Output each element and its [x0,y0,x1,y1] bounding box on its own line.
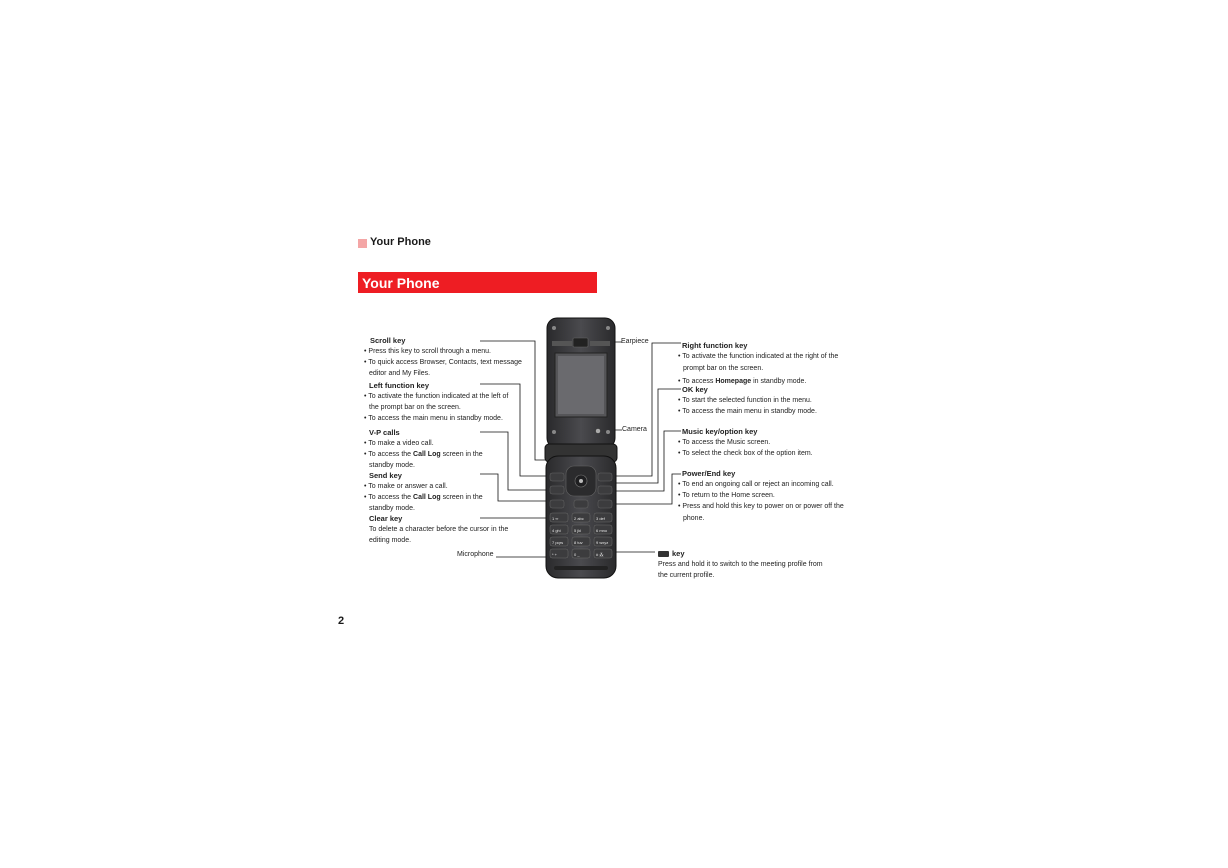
keypad-1: 1 ∞ [552,516,559,521]
keypad-8: 8 tuv [574,540,583,545]
vp-calls-bullet-2: • To access the Call Log screen in the [364,451,483,458]
keypad-4: 4 ghi [552,528,561,533]
keypad-star: * + [552,552,558,557]
left-function-key-bullet-1-cont: the prompt bar on the screen. [369,404,461,411]
vp-calls-title: V-P calls [369,428,400,437]
keypad-6: 6 mno [596,528,608,533]
page-number: 2 [338,615,345,627]
vp-calls-bullet-1: • To make a video call. [364,440,434,447]
power-end-key-section [678,468,844,524]
power-end-key-bullet-2: • To return to the Home screen. [678,492,775,499]
banner-title: Your Phone [362,275,440,291]
ok-key-section [678,384,817,417]
scroll-key-bullet-1: • Press this key to scroll through a menu. [364,348,491,355]
meeting-key-icon [658,551,669,557]
send-key-bullet-2-cont: standby mode. [369,505,415,512]
ok-key-bullet-2: • To access the main menu in standby mode. [678,408,817,415]
meeting-key-title: key [672,549,685,558]
music-key-bullet-2: • To select the check box of the option item. [678,450,813,457]
keypad-9: 9 wxyz [596,540,609,545]
section-header: Your Phone [370,236,431,248]
power-end-key-bullet-1: • To end an ongoing call or reject an incoming call. [678,481,834,488]
earpiece-label: Earpiece [621,338,649,345]
clear-key-line-2: editing mode. [369,537,412,544]
meeting-key-section [658,548,823,581]
music-key-title: Music key/option key [682,427,758,436]
right-function-key-section [678,340,838,387]
send-key-bullet-1: • To make or answer a call. [364,483,448,490]
clear-key-line-1: To delete a character before the cursor in the [369,526,509,533]
camera-label: Camera [622,426,647,433]
ok-key-bullet-1: • To start the selected function in the menu. [678,397,812,404]
right-function-key-bullet-1: • To activate the function indicated at the right of the [678,353,839,360]
power-end-key-bullet-3-cont: phone. [683,515,705,522]
keypad-7: 7 pqrs [552,540,564,545]
vp-calls-section [364,427,483,471]
send-key-bullet-2: • To access the Call Log screen in the [364,494,483,501]
scroll-key-section [364,335,522,379]
music-key-bullet-1: • To access the Music screen. [678,439,771,446]
meeting-key-title-row [658,548,823,559]
meeting-key-line-2: the current profile. [658,572,715,579]
ok-key-title: OK key [682,385,708,394]
microphone-label: Microphone [457,551,494,558]
send-key-section [364,470,483,514]
phone-illustration [540,316,622,582]
right-function-key-bullet-1-cont: prompt bar on the screen. [683,365,764,372]
power-end-key-bullet-3: • Press and hold this key to power on or power off the [678,503,844,510]
music-key-section [678,426,813,459]
send-key-title: Send key [369,471,402,480]
left-function-key-section [364,380,508,424]
scroll-key-bullet-2: • To quick access Browser, Contacts, text message [364,359,522,366]
right-function-key-bullet-2: • To access Homepage in standby mode. [678,378,807,385]
keypad-hash: # ⁂ [596,552,604,557]
keypad-5: 5 jkl [574,528,582,533]
keypad-0: 0 _ [574,552,580,557]
scroll-key-title: Scroll key [370,336,406,345]
clear-key-section [369,513,508,546]
scroll-key-bullet-2-cont: editor and My Files. [369,370,431,377]
clear-key-title: Clear key [369,514,403,523]
keypad-2: 2 abc [574,516,584,521]
right-function-key-title: Right function key [682,341,748,350]
left-function-key-bullet-2: • To access the main menu in standby mode. [364,415,503,422]
meeting-key-line-1: Press and hold it to switch to the meeting profile from [658,561,823,568]
power-end-key-title: Power/End key [682,469,736,478]
left-function-key-bullet-1: • To activate the function indicated at the left of [364,393,509,400]
left-function-key-title: Left function key [369,381,430,390]
vp-calls-bullet-2-cont: standby mode. [369,462,415,469]
keypad-3: 3 def [596,516,605,521]
